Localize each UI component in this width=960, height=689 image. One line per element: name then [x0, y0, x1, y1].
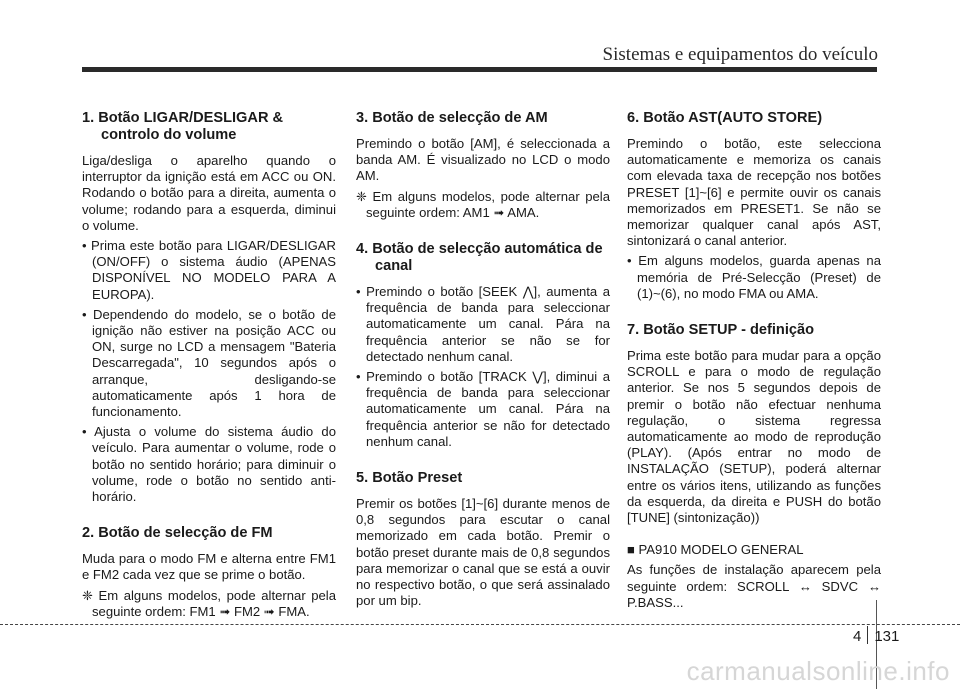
page-number-value: 131 — [874, 628, 900, 645]
header-rule — [82, 67, 877, 72]
paragraph: Muda para o modo FM e alterna entre FM1 e FM2 cada vez que se prime o botão. — [82, 551, 336, 583]
column-right — [627, 110, 881, 615]
note-item: ❈ Em alguns modelos, pode alternar pela seguinte ordem: FM1 ➟ FM2 ➟ FMA. — [82, 587, 336, 619]
paragraph: As funções de instalação aparecem pela seguinte ordem: SCROLL ↔ SDVC ↔ P.BASS... — [627, 562, 881, 610]
page-header-title: Sistemas e equipamentos do veículo — [602, 44, 878, 65]
section-title-fm: 2. Botão de selecção de FM — [82, 525, 273, 542]
paragraph: Prima este botão para mudar para a opção SCROLL e para o modo de regulação anterior. Se nos 5 segundos depois de premir o botão não efectuar nenhuma regulação, o sistema regressa automaticamente ao modo de reprodução (PLAY). (Após entrar no modo de INSTALAÇÃO (SETUP), poderá alternar entre os vários itens, utilizando as funções da esquerda, da direita e PUSH do botão [TUNE] (sintonização)) — [627, 348, 881, 526]
section-title-setup: 7. Botão SETUP - definição — [627, 322, 815, 339]
section-title-ast: 6. Botão AST(AUTO STORE) — [627, 110, 823, 126]
watermark: carmanualsonline.info — [686, 656, 950, 686]
bullet-item: • Premindo o botão [SEEK ⋀], aumenta a frequência de banda para seleccionar automaticamente um canal. Pára na frequência anterior se não se for detectado nenhum canal. — [356, 284, 610, 364]
page-number — [853, 626, 899, 645]
bullet-item: • Ajusta o volume do sistema áudio do veículo. Para aumentar o volume, rode o botão no sentido horário; para diminuir o volume, rode o botão no sentido anti-horário. — [82, 424, 336, 505]
paragraph: Premir os botões [1]~[6] durante menos de 0,8 segundos para escutar o canal memorizado em cada botão. Premir o botão preset durante mais de 0,8 segundos para memorizar o canal que se está a ouvir no respectivo botão, o que será assinalado por um bip. — [356, 496, 610, 609]
section-title-am: 3. Botão de selecção de AM — [356, 110, 548, 126]
column-left — [82, 110, 336, 624]
section-title-preset: 5. Botão Preset — [356, 470, 463, 487]
bullet-item: • Prima este botão para LIGAR/DESLIGAR (ON/OFF) o sistema áudio (APENAS DISPONÍVEL NO MODELO PARA A EUROPA). — [82, 238, 336, 302]
bullet-item: • Premindo o botão [TRACK ⋁], diminui a frequência de banda para seleccionar automaticamente um canal. Pára na frequência anterior se não for detectado nenhum canal. — [356, 369, 610, 449]
section-title-power-volume: 1. Botão LIGAR/DESLIGAR & controlo do volume — [82, 110, 284, 143]
footer-rule — [0, 624, 960, 625]
note-item: ❈ Em alguns modelos, pode alternar pela seguinte ordem: AM1 ➟ AMA. — [356, 188, 610, 220]
paragraph: Premindo o botão [AM], é seleccionada a banda AM. É visualizado no LCD o modo AM. — [356, 136, 610, 184]
chapter-number: 4 — [853, 628, 862, 645]
bullet-item: • Em alguns modelos, guarda apenas na memória de Pré-Selecção (Preset) de (1)~(6), no modo FMA ou AMA. — [627, 253, 881, 301]
paragraph: Premindo o botão, este selecciona automaticamente e memoriza os canais com elevada taxa de recepção nos botões PRESET [1]~[6] e permite ouvir os canais memorizados em PRESET1. Se não se memorizar qualquer canal após AST, sintonizará o canal anterior. — [627, 136, 881, 249]
bullet-item: • Dependendo do modelo, se o botão de ignição não estiver na posição ACC ou ON, surge no LCD a mensagem "Bateria Descarregada", 10 segundos após o arranque, desligando-se automaticamente após 1 hora de funcionamento. — [82, 306, 336, 420]
column-middle — [356, 110, 610, 613]
paragraph: Liga/desliga o aparelho quando o interruptor da ignição está em ACC ou ON. Rodando o botão para a direita, aumenta o volume; rodando para a esquerda, diminui o volume. — [82, 153, 336, 233]
model-label: ■ PA910 MODELO GENERAL — [627, 542, 804, 558]
section-title-auto-select: 4. Botão de selecção automática de canal — [356, 241, 603, 275]
